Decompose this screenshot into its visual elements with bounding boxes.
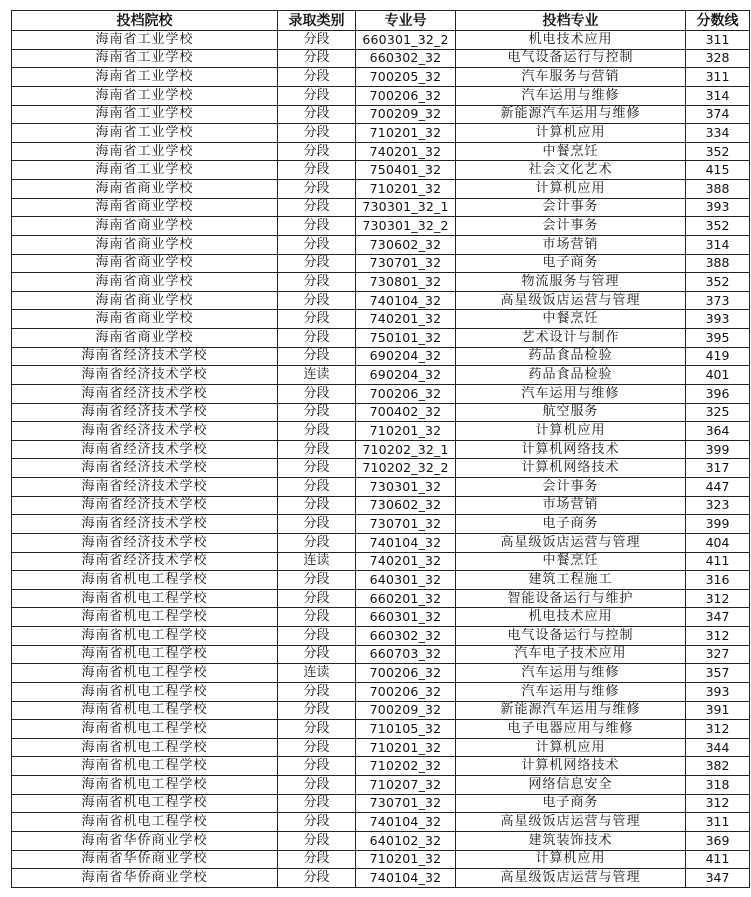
cell-major-code: 690204_32 <box>356 347 456 366</box>
cell-school: 海南省机电工程学校 <box>12 776 278 795</box>
cell-score: 347 <box>686 869 750 888</box>
cell-major-code: 730301_32_1 <box>356 198 456 217</box>
cell-major: 汽车运用与维修 <box>456 682 686 701</box>
cell-admission-type: 分段 <box>278 384 356 403</box>
cell-score: 364 <box>686 422 750 441</box>
table-row <box>12 664 750 683</box>
cell-major: 新能源汽车运用与维修 <box>456 105 686 124</box>
cell-admission-type: 分段 <box>278 571 356 590</box>
cell-school: 海南省经济技术学校 <box>12 422 278 441</box>
cell-school: 海南省机电工程学校 <box>12 701 278 720</box>
cell-score: 411 <box>686 850 750 869</box>
cell-major: 会计事务 <box>456 217 686 236</box>
cell-score: 395 <box>686 329 750 348</box>
cell-major-code: 700209_32 <box>356 701 456 720</box>
cell-major: 建筑装饰技术 <box>456 831 686 850</box>
cell-score: 419 <box>686 347 750 366</box>
cell-score: 312 <box>686 589 750 608</box>
cell-school: 海南省商业学校 <box>12 310 278 329</box>
cell-admission-type: 分段 <box>278 105 356 124</box>
cell-score: 391 <box>686 701 750 720</box>
cell-score: 352 <box>686 273 750 292</box>
cell-major: 高星级饭店运营与管理 <box>456 533 686 552</box>
cell-major-code: 710201_32 <box>356 422 456 441</box>
cell-major: 高星级饭店运营与管理 <box>456 869 686 888</box>
cell-admission-type: 分段 <box>278 68 356 87</box>
cell-major: 会计事务 <box>456 198 686 217</box>
cell-score: 404 <box>686 533 750 552</box>
cell-major-code: 640301_32 <box>356 571 456 590</box>
cell-major: 药品食品检验 <box>456 347 686 366</box>
cell-school: 海南省经济技术学校 <box>12 459 278 478</box>
cell-score: 393 <box>686 198 750 217</box>
cell-school: 海南省机电工程学校 <box>12 738 278 757</box>
cell-major: 计算机应用 <box>456 124 686 143</box>
cell-admission-type: 分段 <box>278 440 356 459</box>
cell-major: 航空服务 <box>456 403 686 422</box>
cell-major-code: 740104_32 <box>356 291 456 310</box>
cell-admission-type: 分段 <box>278 217 356 236</box>
cell-major: 计算机网络技术 <box>456 440 686 459</box>
cell-score: 334 <box>686 124 750 143</box>
cell-admission-type: 分段 <box>278 794 356 813</box>
cell-admission-type: 分段 <box>278 645 356 664</box>
cell-major: 市场营销 <box>456 496 686 515</box>
cell-school: 海南省经济技术学校 <box>12 403 278 422</box>
table-row <box>12 738 750 757</box>
cell-admission-type: 分段 <box>278 701 356 720</box>
cell-school: 海南省工业学校 <box>12 105 278 124</box>
cell-major: 计算机网络技术 <box>456 757 686 776</box>
cell-score: 312 <box>686 627 750 646</box>
cell-score: 399 <box>686 440 750 459</box>
cell-school: 海南省机电工程学校 <box>12 757 278 776</box>
cell-score: 325 <box>686 403 750 422</box>
cell-major-code: 700206_32 <box>356 682 456 701</box>
cell-school: 海南省工业学校 <box>12 86 278 105</box>
cell-major: 电气设备运行与控制 <box>456 627 686 646</box>
cell-major-code: 710201_32 <box>356 180 456 199</box>
cell-major: 电气设备运行与控制 <box>456 49 686 68</box>
cell-score: 411 <box>686 552 750 571</box>
table-row <box>12 496 750 515</box>
cell-score: 327 <box>686 645 750 664</box>
header-major-code: 专业号 <box>356 11 456 31</box>
cell-admission-type: 分段 <box>278 422 356 441</box>
table-row <box>12 645 750 664</box>
cell-school: 海南省商业学校 <box>12 291 278 310</box>
cell-major: 会计事务 <box>456 478 686 497</box>
table-body <box>12 31 750 888</box>
cell-score: 393 <box>686 682 750 701</box>
cell-school: 海南省经济技术学校 <box>12 347 278 366</box>
cell-school: 海南省机电工程学校 <box>12 571 278 590</box>
cell-admission-type: 分段 <box>278 235 356 254</box>
cell-school: 海南省商业学校 <box>12 235 278 254</box>
table-row <box>12 347 750 366</box>
table-row <box>12 180 750 199</box>
table-row <box>12 515 750 534</box>
cell-major-code: 710202_32 <box>356 757 456 776</box>
cell-major-code: 740104_32 <box>356 813 456 832</box>
cell-major-code: 700206_32 <box>356 86 456 105</box>
cell-major: 中餐烹饪 <box>456 552 686 571</box>
cell-score: 352 <box>686 217 750 236</box>
cell-score: 312 <box>686 720 750 739</box>
table-row <box>12 124 750 143</box>
cell-major-code: 710207_32 <box>356 776 456 795</box>
table-row <box>12 366 750 385</box>
table-row <box>12 478 750 497</box>
cell-major-code: 710201_32 <box>356 850 456 869</box>
cell-admission-type: 分段 <box>278 496 356 515</box>
cell-admission-type: 分段 <box>278 142 356 161</box>
cell-school: 海南省华侨商业学校 <box>12 831 278 850</box>
header-school: 投档院校 <box>12 11 278 31</box>
cell-score: 316 <box>686 571 750 590</box>
cell-school: 海南省商业学校 <box>12 273 278 292</box>
table-row <box>12 831 750 850</box>
cell-admission-type: 分段 <box>278 776 356 795</box>
cell-school: 海南省经济技术学校 <box>12 366 278 385</box>
cell-major-code: 660301_32 <box>356 608 456 627</box>
cell-major-code: 730801_32 <box>356 273 456 292</box>
cell-admission-type: 分段 <box>278 831 356 850</box>
table-row <box>12 757 750 776</box>
cell-major: 艺术设计与制作 <box>456 329 686 348</box>
cell-school: 海南省工业学校 <box>12 49 278 68</box>
cell-major: 计算机应用 <box>456 422 686 441</box>
cell-major-code: 730602_32 <box>356 496 456 515</box>
cell-school: 海南省经济技术学校 <box>12 478 278 497</box>
cell-score: 399 <box>686 515 750 534</box>
table-row <box>12 627 750 646</box>
cell-major: 中餐烹饪 <box>456 142 686 161</box>
cell-major: 汽车运用与维修 <box>456 86 686 105</box>
cell-major: 药品食品检验 <box>456 366 686 385</box>
cell-admission-type: 分段 <box>278 291 356 310</box>
cell-admission-type: 分段 <box>278 86 356 105</box>
cell-major-code: 730301_32 <box>356 478 456 497</box>
cell-school: 海南省机电工程学校 <box>12 589 278 608</box>
table-row <box>12 384 750 403</box>
cell-score: 396 <box>686 384 750 403</box>
cell-major-code: 700206_32 <box>356 384 456 403</box>
table-row <box>12 459 750 478</box>
admission-score-table <box>11 10 750 888</box>
header-row <box>12 11 750 31</box>
table-header <box>12 11 750 31</box>
cell-admission-type: 分段 <box>278 124 356 143</box>
cell-score: 311 <box>686 68 750 87</box>
cell-major-code: 730301_32_2 <box>356 217 456 236</box>
cell-major-code: 700209_32 <box>356 105 456 124</box>
cell-admission-type: 连读 <box>278 552 356 571</box>
cell-major: 汽车电子技术应用 <box>456 645 686 664</box>
cell-score: 357 <box>686 664 750 683</box>
cell-score: 317 <box>686 459 750 478</box>
table-row <box>12 571 750 590</box>
table-row <box>12 869 750 888</box>
cell-major-code: 710201_32 <box>356 738 456 757</box>
cell-school: 海南省经济技术学校 <box>12 552 278 571</box>
cell-major-code: 710201_32 <box>356 124 456 143</box>
cell-admission-type: 分段 <box>278 533 356 552</box>
cell-major-code: 710202_32_1 <box>356 440 456 459</box>
cell-major-code: 740201_32 <box>356 142 456 161</box>
cell-score: 401 <box>686 366 750 385</box>
cell-school: 海南省机电工程学校 <box>12 682 278 701</box>
cell-major: 物流服务与管理 <box>456 273 686 292</box>
cell-admission-type: 分段 <box>278 49 356 68</box>
table-row <box>12 720 750 739</box>
table-row <box>12 161 750 180</box>
cell-major: 计算机应用 <box>456 180 686 199</box>
table-row <box>12 794 750 813</box>
cell-school: 海南省经济技术学校 <box>12 384 278 403</box>
cell-admission-type: 分段 <box>278 720 356 739</box>
cell-school: 海南省商业学校 <box>12 198 278 217</box>
cell-school: 海南省商业学校 <box>12 329 278 348</box>
table-row <box>12 198 750 217</box>
cell-major-code: 660703_32 <box>356 645 456 664</box>
table-row <box>12 254 750 273</box>
cell-score: 369 <box>686 831 750 850</box>
cell-score: 388 <box>686 180 750 199</box>
table-row <box>12 49 750 68</box>
table-row <box>12 440 750 459</box>
table-row <box>12 68 750 87</box>
cell-major-code: 660201_32 <box>356 589 456 608</box>
cell-admission-type: 分段 <box>278 515 356 534</box>
cell-major-code: 640102_32 <box>356 831 456 850</box>
table-row <box>12 422 750 441</box>
cell-major: 计算机应用 <box>456 738 686 757</box>
cell-score: 314 <box>686 235 750 254</box>
cell-major: 计算机应用 <box>456 850 686 869</box>
cell-admission-type: 分段 <box>278 682 356 701</box>
cell-admission-type: 连读 <box>278 366 356 385</box>
cell-major-code: 660302_32 <box>356 49 456 68</box>
cell-school: 海南省经济技术学校 <box>12 496 278 515</box>
admission-table-container <box>11 10 750 888</box>
table-row <box>12 329 750 348</box>
cell-school: 海南省机电工程学校 <box>12 608 278 627</box>
cell-admission-type: 分段 <box>278 589 356 608</box>
cell-score: 328 <box>686 49 750 68</box>
table-row <box>12 310 750 329</box>
cell-major-code: 660301_32_2 <box>356 31 456 50</box>
cell-major-code: 750101_32 <box>356 329 456 348</box>
cell-major-code: 740201_32 <box>356 552 456 571</box>
table-row <box>12 217 750 236</box>
cell-score: 314 <box>686 86 750 105</box>
cell-major-code: 730701_32 <box>356 515 456 534</box>
header-major: 投档专业 <box>456 11 686 31</box>
cell-admission-type: 分段 <box>278 869 356 888</box>
cell-admission-type: 分段 <box>278 738 356 757</box>
cell-school: 海南省经济技术学校 <box>12 440 278 459</box>
cell-major: 汽车运用与维修 <box>456 664 686 683</box>
cell-school: 海南省商业学校 <box>12 254 278 273</box>
cell-major: 网络信息安全 <box>456 776 686 795</box>
cell-school: 海南省商业学校 <box>12 180 278 199</box>
cell-score: 347 <box>686 608 750 627</box>
cell-major-code: 740201_32 <box>356 310 456 329</box>
cell-school: 海南省机电工程学校 <box>12 813 278 832</box>
cell-score: 323 <box>686 496 750 515</box>
cell-admission-type: 分段 <box>278 347 356 366</box>
cell-score: 344 <box>686 738 750 757</box>
cell-admission-type: 分段 <box>278 403 356 422</box>
cell-score: 312 <box>686 794 750 813</box>
cell-major: 计算机网络技术 <box>456 459 686 478</box>
table-row <box>12 86 750 105</box>
cell-score: 318 <box>686 776 750 795</box>
cell-score: 373 <box>686 291 750 310</box>
table-row <box>12 142 750 161</box>
cell-major: 智能设备运行与维护 <box>456 589 686 608</box>
table-row <box>12 682 750 701</box>
cell-score: 382 <box>686 757 750 776</box>
table-row <box>12 776 750 795</box>
cell-school: 海南省工业学校 <box>12 68 278 87</box>
cell-major: 汽车服务与营销 <box>456 68 686 87</box>
cell-school: 海南省工业学校 <box>12 31 278 50</box>
cell-score: 311 <box>686 813 750 832</box>
cell-major-code: 740104_32 <box>356 533 456 552</box>
cell-school: 海南省华侨商业学校 <box>12 869 278 888</box>
cell-major: 电子商务 <box>456 515 686 534</box>
cell-admission-type: 分段 <box>278 31 356 50</box>
cell-school: 海南省经济技术学校 <box>12 515 278 534</box>
cell-admission-type: 分段 <box>278 757 356 776</box>
cell-score: 311 <box>686 31 750 50</box>
cell-major-code: 740104_32 <box>356 869 456 888</box>
cell-admission-type: 连读 <box>278 664 356 683</box>
cell-major-code: 700205_32 <box>356 68 456 87</box>
cell-school: 海南省机电工程学校 <box>12 794 278 813</box>
cell-major-code: 730701_32 <box>356 794 456 813</box>
table-row <box>12 552 750 571</box>
table-row <box>12 31 750 50</box>
cell-major-code: 730602_32 <box>356 235 456 254</box>
cell-major: 建筑工程施工 <box>456 571 686 590</box>
cell-school: 海南省机电工程学校 <box>12 627 278 646</box>
cell-admission-type: 分段 <box>278 161 356 180</box>
cell-major-code: 710202_32_2 <box>356 459 456 478</box>
cell-school: 海南省机电工程学校 <box>12 645 278 664</box>
cell-admission-type: 分段 <box>278 850 356 869</box>
cell-score: 447 <box>686 478 750 497</box>
cell-major: 市场营销 <box>456 235 686 254</box>
cell-major: 机电技术应用 <box>456 31 686 50</box>
cell-score: 393 <box>686 310 750 329</box>
cell-school: 海南省机电工程学校 <box>12 664 278 683</box>
cell-school: 海南省工业学校 <box>12 124 278 143</box>
table-row <box>12 291 750 310</box>
cell-school: 海南省机电工程学校 <box>12 720 278 739</box>
cell-major-code: 660302_32 <box>356 627 456 646</box>
table-row <box>12 850 750 869</box>
cell-score: 388 <box>686 254 750 273</box>
header-admission-type: 录取类别 <box>278 11 356 31</box>
cell-major-code: 700402_32 <box>356 403 456 422</box>
cell-major: 电子电器应用与维修 <box>456 720 686 739</box>
table-row <box>12 813 750 832</box>
table-row <box>12 533 750 552</box>
cell-major: 社会文化艺术 <box>456 161 686 180</box>
cell-school: 海南省工业学校 <box>12 161 278 180</box>
cell-school: 海南省工业学校 <box>12 142 278 161</box>
cell-major: 电子商务 <box>456 794 686 813</box>
cell-admission-type: 分段 <box>278 198 356 217</box>
cell-major: 高星级饭店运营与管理 <box>456 813 686 832</box>
cell-admission-type: 分段 <box>278 273 356 292</box>
cell-major: 机电技术应用 <box>456 608 686 627</box>
cell-score: 374 <box>686 105 750 124</box>
cell-school: 海南省华侨商业学校 <box>12 850 278 869</box>
cell-major: 汽车运用与维修 <box>456 384 686 403</box>
cell-admission-type: 分段 <box>278 254 356 273</box>
cell-score: 352 <box>686 142 750 161</box>
cell-school: 海南省经济技术学校 <box>12 533 278 552</box>
cell-major: 中餐烹饪 <box>456 310 686 329</box>
cell-score: 415 <box>686 161 750 180</box>
cell-admission-type: 分段 <box>278 478 356 497</box>
cell-school: 海南省商业学校 <box>12 217 278 236</box>
cell-major-code: 730701_32 <box>356 254 456 273</box>
cell-admission-type: 分段 <box>278 180 356 199</box>
table-row <box>12 589 750 608</box>
cell-major: 高星级饭店运营与管理 <box>456 291 686 310</box>
cell-admission-type: 分段 <box>278 459 356 478</box>
cell-major-code: 710105_32 <box>356 720 456 739</box>
cell-major: 新能源汽车运用与维修 <box>456 701 686 720</box>
cell-major-code: 750401_32 <box>356 161 456 180</box>
cell-admission-type: 分段 <box>278 329 356 348</box>
cell-admission-type: 分段 <box>278 310 356 329</box>
table-row <box>12 235 750 254</box>
cell-major: 电子商务 <box>456 254 686 273</box>
header-score: 分数线 <box>686 11 750 31</box>
table-row <box>12 701 750 720</box>
cell-major-code: 690204_32 <box>356 366 456 385</box>
table-row <box>12 608 750 627</box>
cell-admission-type: 分段 <box>278 813 356 832</box>
cell-major-code: 700206_32 <box>356 664 456 683</box>
table-row <box>12 105 750 124</box>
table-row <box>12 273 750 292</box>
table-row <box>12 403 750 422</box>
cell-admission-type: 分段 <box>278 627 356 646</box>
cell-admission-type: 分段 <box>278 608 356 627</box>
